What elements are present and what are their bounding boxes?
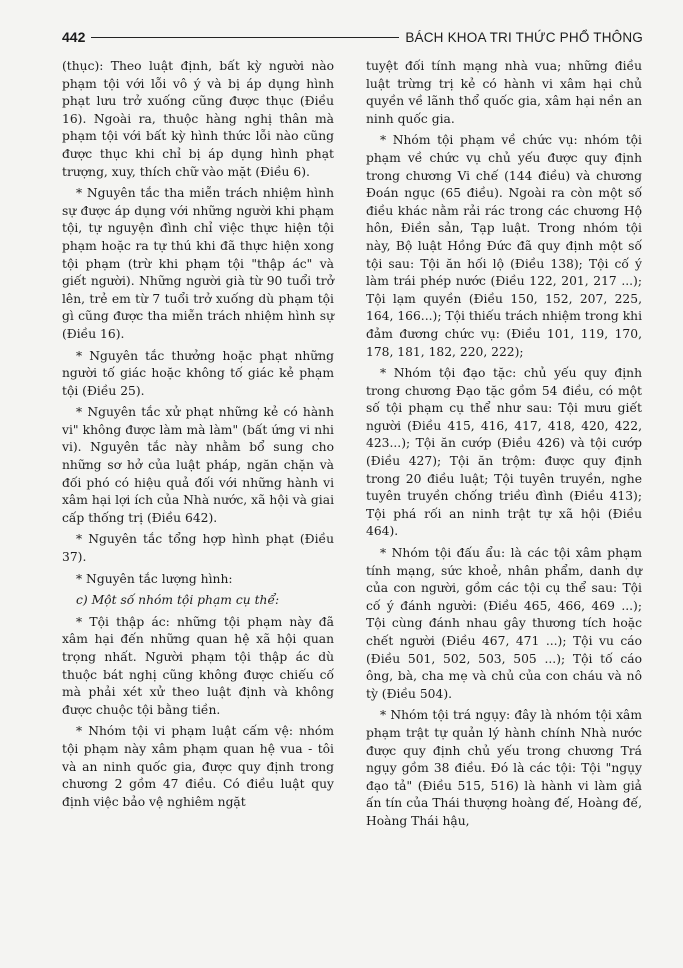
paragraph: * Tội thập ác: những tội phạm này đã xâm hại đến những quan hệ xã hội quan trọng nhất. Người phạm tội thập ác dù thuộc bát nghị cũng không được chiếu cố mà phải xét xử theo luật định và không được chuộc tội bằng tiền. <box>62 614 334 717</box>
paragraph: * Nguyên tắc lượng hình: <box>76 571 233 586</box>
paragraph: * Nhóm tội phạm về chức vụ: nhóm tội phạm về chức vụ chủ yếu được quy định trong chương Vi chế (144 điều) và chương Đoán ngục (65 điều). Ngoài ra còn một số điều khác nằm rải rác trong các chương Hộ hôn, Điền sản, Tạp luật. Trong nhóm tội này, Bộ luật Hồng Đức đã quy định một số tội sau: Tội ăn hối lộ (Điều 138); Tội cố ý làm trái phép nước (Điều 122, 201, 217 ...); Tội lạm quyền (Điều 150, 152, 207, 225, 164, 166...); Tội thiếu trách nhiệm trong khi đảm đương chức vụ: (Điều 101, 119, 170, 178, 181, 182, 220, 222); <box>366 133 642 359</box>
paragraph: * Nguyên tắc tổng hợp hình phạt (Điều 37). <box>62 532 334 565</box>
paragraph: * Nhóm tội đấu ẩu: là các tội xâm phạm tính mạng, sức khoẻ, nhân phẩm, danh dự của con người, gồm các tội cụ thể sau: Tội cố ý đánh người: (Điều 465, 466, 469 ...); Tội cùng đánh nhau gây thương tích hoặc chết người (Điều 467, 471 ...); Tội vu cáo (Điều 501, 502, 503, 505 ...); Tội tố cáo ông, bà, cha mẹ và chủ của con cháu và nô tỳ (Điều 504). <box>366 546 642 701</box>
paragraph: * Nguyên tắc xử phạt những kẻ có hành vi" không được làm mà làm" (bất ứng vi nhi vi). Nguyên tắc này nhằm bổ sung cho những sơ hở của luật pháp, ngăn chặn và đối phó có hiệu quả đối với những hành vi xâm hại lợi ích của Nhà nước, xã hội và giai cấp thống trị (Điều 642). <box>62 405 334 525</box>
paragraph: (thục): Theo luật định, bất kỳ người nào phạm tội với lỗi vô ý và bị áp dụng hình phạt lưu trở xuống cũng được thục (Điều 16). Ngoài ra, thuộc hàng nghị thân mà phạm tội với bất kỳ hình thức lỗi nào cũng được thục khi chỉ bị áp dụng hình phạt trượng, xuy, thích chữ vào mặt (Điều 6). <box>62 59 334 179</box>
paragraph: tuyệt đối tính mạng nhà vua; những điều luật trừng trị kẻ có hành vi xâm hại chủ quyền về lãnh thổ quốc gia, xâm hại nền an ninh quốc gia. <box>366 59 642 126</box>
paragraph: * Nhóm tội vi phạm luật cấm vệ: nhóm tội phạm này xâm phạm quan hệ vua - tôi và an ninh quốc gia, được quy định trong chương 2 gồm 47 điều. Có điều luật quy định việc bảo vệ nghiêm ngặt <box>62 724 334 809</box>
header-rule <box>91 37 399 38</box>
paragraph: * Nhóm tội đạo tặc: chủ yếu quy định trong chương Đạo tặc gồm 54 điều, có một số tội phạm cụ thể như sau: Tội mưu giết người (Điều 415, 416, 417, 418, 420, 422, 423...); Tội ăn cướp (Điều 426) và tội cướp (Điều 427); Tội ăn trộm: được quy định trong 20 điều luật; Tội tuyên truyền, nghe tuyên truyền chống triều đình (Điều 413); Tội phá rối an ninh trật tự xã hội (Điều 464). <box>366 366 642 539</box>
paragraph: * Nguyên tắc tha miễn trách nhiệm hình sự được áp dụng với những người khi phạm tội, tự nguyện đình chỉ việc thực hiện tội phạm hoặc ra tự thú khi đã thực hiện xong tội phạm (trừ khi phạm tội "thập ác" và giết người). Những người già từ 90 tuổi trở lên, trẻ em từ 7 tuổi trở xuống dù phạm tội gì cũng được tha miễn trách nhiệm hình sự (Điều 16). <box>62 186 334 341</box>
right-column <box>366 58 642 835</box>
page-number: 442 <box>62 29 86 45</box>
book-title: BÁCH KHOA TRI THỨC PHỔ THÔNG <box>405 29 643 45</box>
page-header <box>62 26 643 48</box>
section-subheading: c) Một số nhóm tội phạm cụ thể: <box>76 593 280 608</box>
paragraph: * Nguyên tắc thưởng hoặc phạt những người tố giác hoặc không tố giác kẻ phạm tội (Điều 25). <box>62 348 334 398</box>
left-column <box>62 58 334 815</box>
paragraph: * Nhóm tội trá ngụy: đây là nhóm tội xâm phạm trật tự quản lý hành chính Nhà nước được quy định chủ yếu trong chương Trá ngụy gồm 38 điều. Đó là các tội: Tội "ngụy đạo tả" (Điều 515, 516) là hành vi làm giả ấn tín của Thái thượng hoàng đế, Hoàng đế, Hoàng Thái hậu, <box>366 708 642 828</box>
